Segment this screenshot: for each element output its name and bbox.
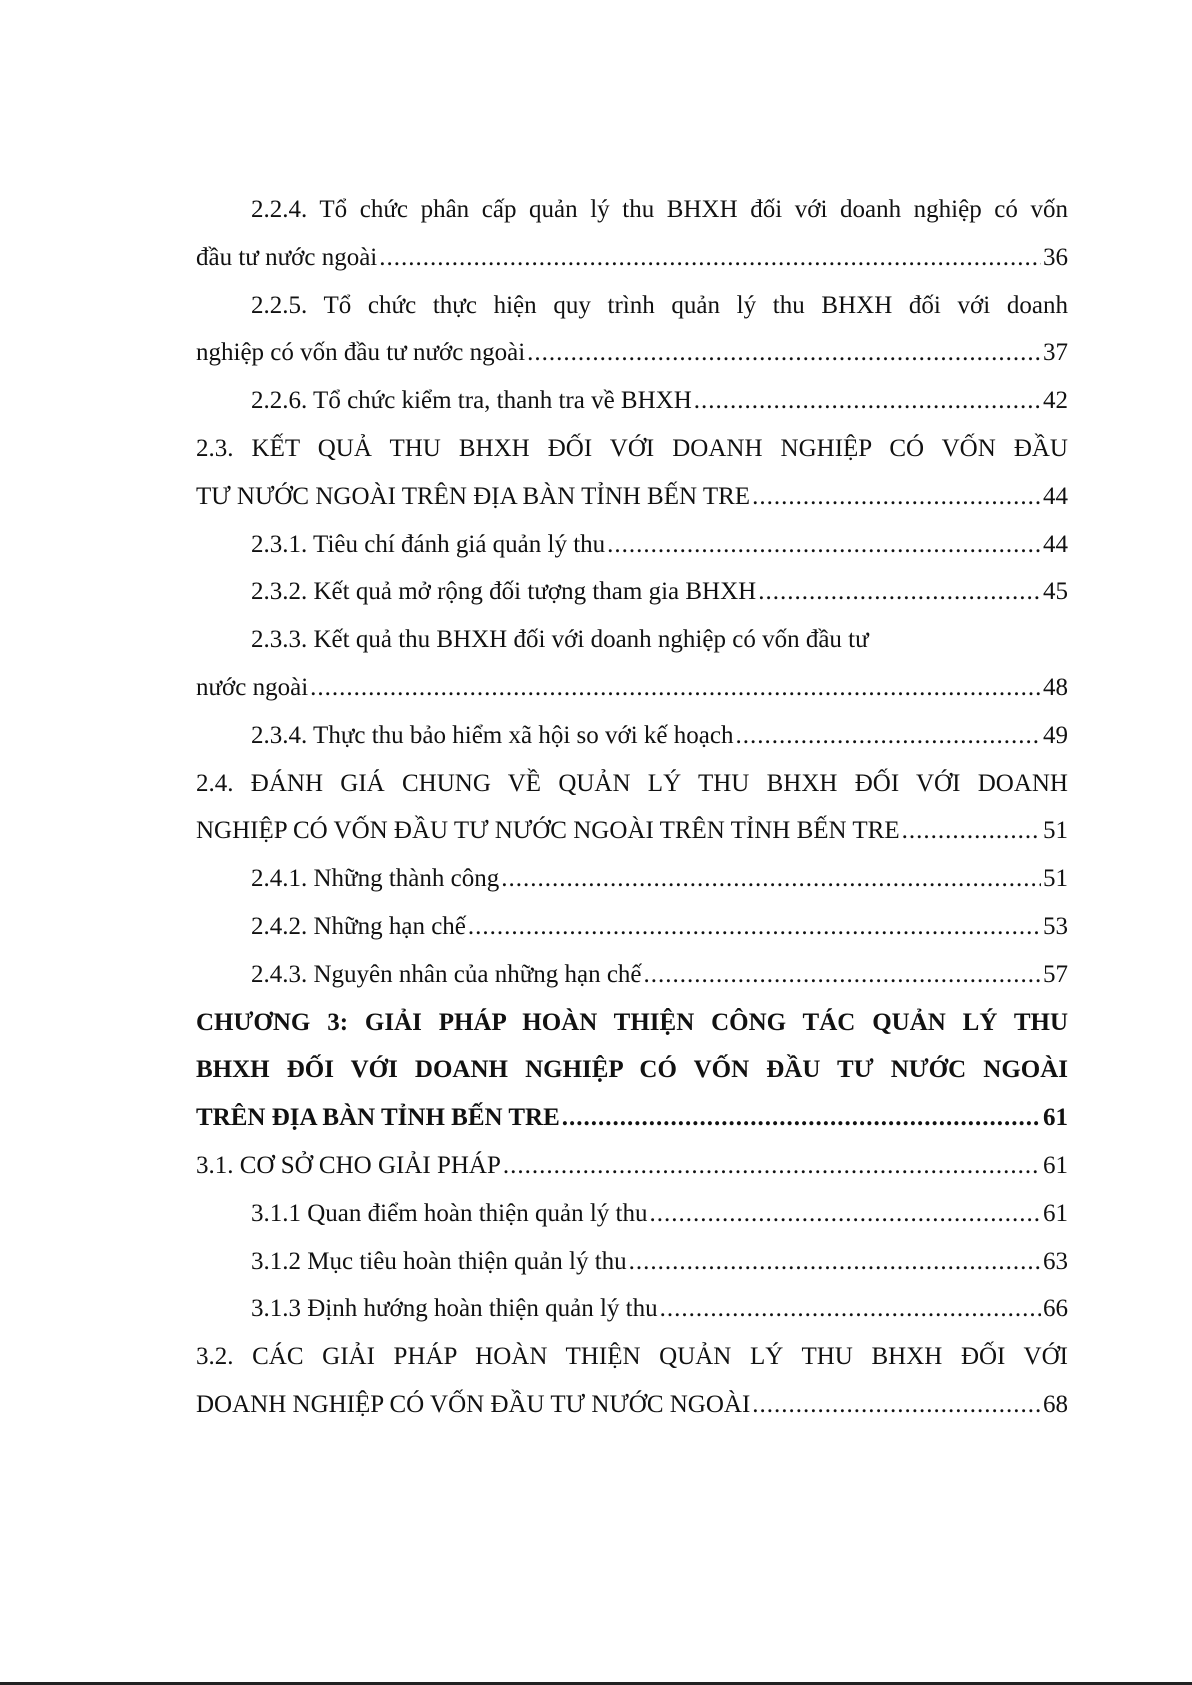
toc-entry-text: 2.3.3. Kết quả thu BHXH đối với doanh nghiệp có vốn đầu tư [251, 626, 869, 654]
dot-leader [607, 521, 1041, 569]
toc-entry-text: 3.1.1 Quan điểm hoàn thiện quản lý thu [251, 1199, 648, 1227]
table-of-contents [196, 186, 1068, 1429]
toc-page-number: 49 [1043, 721, 1068, 749]
toc-entry-text: 3.1. CƠ SỞ CHO GIẢI PHÁP [196, 1151, 501, 1179]
toc-entry [196, 1285, 1068, 1333]
dot-leader [379, 234, 1041, 282]
toc-entry-text: 2.3.4. Thực thu bảo hiểm xã hội so với kế hoạch [251, 721, 734, 749]
dot-leader [758, 568, 1041, 616]
toc-entry-text: 2.2.4. Tổ chức phân cấp quản lý thu BHXH đối với doanh nghiệp có vốn [251, 196, 1068, 223]
toc-page-number: 63 [1043, 1247, 1068, 1275]
dot-leader [644, 951, 1041, 999]
toc-entry [196, 282, 1068, 330]
toc-page-number: 61 [1043, 1199, 1068, 1227]
toc-entry-text: 2.4.1. Những thành công [251, 865, 500, 893]
toc-entry [196, 1142, 1068, 1190]
toc-page-number: 36 [1043, 243, 1068, 271]
toc-entry-text: NGHIỆP CÓ VỐN ĐẦU TƯ NƯỚC NGOÀI TRÊN TỈNH BẾN TRE [196, 817, 900, 845]
toc-page-number: 66 [1043, 1295, 1068, 1323]
toc-entry-text: 2.2.6. Tổ chức kiểm tra, thanh tra về BHXH [251, 387, 692, 415]
toc-entry [196, 1190, 1068, 1238]
toc-page-number: 57 [1043, 960, 1068, 988]
dot-leader [752, 473, 1041, 521]
toc-page-number: 51 [1043, 865, 1068, 893]
toc-page-number: 37 [1043, 339, 1068, 367]
dot-leader [752, 1381, 1041, 1429]
toc-entry [196, 951, 1068, 999]
toc-entry [196, 1046, 1068, 1094]
toc-page-number: 61 [1043, 1104, 1068, 1132]
toc-page-number: 68 [1043, 1390, 1068, 1418]
toc-entry [196, 999, 1068, 1047]
toc-entry-text: CHƯƠNG 3: GIẢI PHÁP HOÀN THIỆN CÔNG TÁC QUẢN LÝ THU [196, 1008, 1068, 1036]
toc-entry-text: DOANH NGHIỆP CÓ VỐN ĐẦU TƯ NƯỚC NGOÀI [196, 1390, 751, 1418]
toc-entry-text: 2.3.2. Kết quả mở rộng đối tượng tham gia BHXH [251, 578, 757, 606]
toc-entry-text: 2.3. KẾT QUẢ THU BHXH ĐỐI VỚI DOANH NGHIỆP CÓ VỐN ĐẦU [196, 434, 1068, 462]
toc-page-number: 48 [1043, 673, 1068, 701]
toc-page-number: 42 [1043, 387, 1068, 415]
dot-leader [310, 664, 1041, 712]
toc-entry [196, 234, 1068, 282]
dot-leader [501, 855, 1041, 903]
dot-leader [735, 712, 1041, 760]
toc-entry [196, 807, 1068, 855]
toc-entry [196, 664, 1068, 712]
toc-entry [196, 568, 1068, 616]
toc-entry [196, 616, 1068, 664]
dot-leader [694, 377, 1041, 425]
dot-leader [503, 1142, 1041, 1190]
dot-leader [660, 1285, 1041, 1333]
toc-entry [196, 521, 1068, 569]
toc-entry-text: 2.3.1. Tiêu chí đánh giá quản lý thu [251, 530, 606, 558]
toc-entry-text: 3.1.2 Mục tiêu hoàn thiện quản lý thu [251, 1247, 627, 1275]
dot-leader [562, 1094, 1041, 1142]
toc-entry [196, 1333, 1068, 1381]
toc-entry [196, 473, 1068, 521]
dot-leader [649, 1190, 1041, 1238]
toc-entry [196, 186, 1068, 234]
toc-page-number: 44 [1043, 530, 1068, 558]
dot-leader [468, 903, 1041, 951]
toc-entry [196, 855, 1068, 903]
toc-page-number: 51 [1043, 817, 1068, 845]
toc-entry-text: TƯ NƯỚC NGOÀI TRÊN ĐỊA BÀN TỈNH BẾN TRE [196, 482, 751, 510]
toc-entry [196, 1238, 1068, 1286]
toc-entry [196, 1381, 1068, 1429]
dot-leader [527, 329, 1041, 377]
dot-leader [629, 1238, 1041, 1286]
toc-page-number: 44 [1043, 482, 1068, 510]
toc-entry [196, 903, 1068, 951]
toc-entry-text: TRÊN ĐỊA BÀN TỈNH BẾN TRE [196, 1104, 560, 1132]
toc-entry-text: đầu tư nước ngoài [196, 243, 378, 271]
toc-page-number: 61 [1043, 1151, 1068, 1179]
toc-entry [196, 760, 1068, 808]
toc-entry [196, 377, 1068, 425]
toc-entry-text: 2.4. ĐÁNH GIÁ CHUNG VỀ QUẢN LÝ THU BHXH ĐỐI VỚI DOANH [196, 769, 1068, 797]
toc-entry-text: nước ngoài [196, 673, 309, 701]
toc-entry [196, 425, 1068, 473]
toc-entry [196, 1094, 1068, 1142]
toc-page-number: 53 [1043, 912, 1068, 940]
toc-entry-text: 2.4.2. Những hạn chế [251, 912, 466, 940]
toc-entry [196, 712, 1068, 760]
toc-entry [196, 329, 1068, 377]
toc-entry-text: 2.2.5. Tổ chức thực hiện quy trình quản lý thu BHXH đối với doanh [251, 291, 1068, 319]
toc-entry-text: 3.2. CÁC GIẢI PHÁP HOÀN THIỆN QUẢN LÝ THU BHXH ĐỐI VỚI [196, 1343, 1068, 1371]
toc-entry-text: 3.1.3 Định hướng hoàn thiện quản lý thu [251, 1295, 658, 1323]
dot-leader [902, 807, 1041, 855]
toc-page-number: 45 [1043, 578, 1068, 606]
toc-entry-text: nghiệp có vốn đầu tư nước ngoài [196, 339, 526, 367]
toc-entry-text: 2.4.3. Nguyên nhân của những hạn chế [251, 960, 642, 988]
toc-entry-text: BHXH ĐỐI VỚI DOANH NGHIỆP CÓ VỐN ĐẦU TƯ NƯỚC NGOÀI [196, 1056, 1068, 1084]
